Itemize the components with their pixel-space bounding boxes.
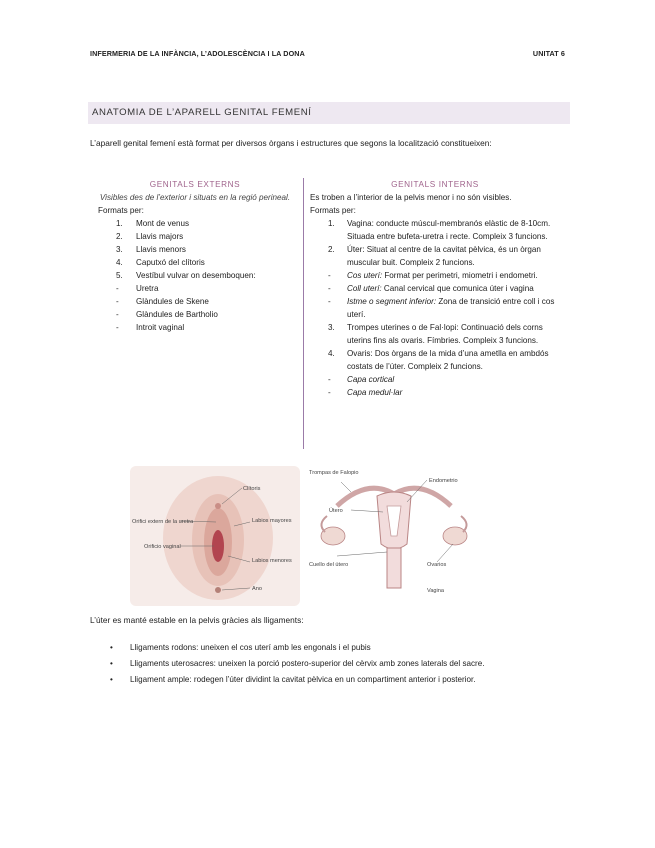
list-item-text: Format per perimetri, miometri i endometri.	[382, 271, 538, 280]
intro-paragraph: L’aparell genital femení està format per diversos òrgans i estructures que segons la localització constitueixen:	[90, 138, 492, 148]
list-marker: -	[328, 388, 331, 397]
list-item	[310, 217, 560, 243]
label-anus: Ano	[252, 586, 262, 592]
list-marker: 1.	[116, 219, 123, 228]
list-marker: 2.	[328, 245, 335, 254]
ligaments-intro: L’úter es manté estable en la pelvis gràcies als lligaments:	[90, 615, 304, 625]
external-subtitle: Visibles des de l’exterior i situats en la regió perineal.	[99, 193, 291, 202]
label-ovaries: Ovarios	[427, 562, 447, 568]
list-item-text: Glàndules de Skene	[136, 297, 209, 306]
ligament-text: Lligaments rodons: uneixen el cos uterí amb les engonals i el pubis	[130, 643, 371, 652]
list-item-text: Llavis menors	[136, 245, 186, 254]
list-item	[90, 243, 300, 256]
internal-list	[310, 217, 560, 399]
internal-organs-illustration	[307, 466, 482, 601]
ligament-text: Lligaments uterosacres: uneixen la porció postero-superior del cèrvix amb zones laterals del sacre.	[130, 659, 485, 668]
ligament-item	[110, 656, 570, 672]
list-item	[90, 230, 300, 243]
list-marker: -	[328, 375, 331, 384]
anatomy-figures	[130, 466, 480, 606]
label-vaginal-orifice: Orificio vaginal	[144, 544, 181, 550]
list-marker: -	[116, 310, 119, 319]
external-genitals-column	[90, 178, 300, 334]
list-item-text: Vestíbul vulvar on desemboquen:	[136, 271, 256, 280]
section-title: ANATOMIA DE L’APARELL GENITAL FEMENÍ	[92, 107, 312, 118]
list-item	[310, 269, 560, 282]
label-clitoris: Clítoris	[243, 486, 261, 492]
external-list	[90, 217, 300, 334]
list-item	[310, 347, 560, 373]
list-item	[310, 282, 560, 295]
list-item	[90, 282, 300, 295]
list-item	[310, 321, 560, 347]
list-item-text: Ovaris: Dos òrgans de la mida d’una ametlla en ambdós costats de l’úter. Compleix 2 funcions.	[347, 349, 549, 371]
list-item-text: Canal cervical que comunica úter i vagina	[381, 284, 534, 293]
bullet-icon: •	[110, 675, 113, 684]
list-marker: 3.	[328, 323, 335, 332]
list-marker: -	[328, 271, 331, 280]
list-item-text: Uretra	[136, 284, 159, 293]
label-vagina: Vagina	[427, 588, 445, 594]
list-item-term: Coll uterí:	[347, 284, 382, 293]
list-item-text: Mont de venus	[136, 219, 190, 228]
list-item	[90, 256, 300, 269]
list-marker: 1.	[328, 219, 335, 228]
list-marker: 2.	[116, 232, 123, 241]
list-item	[310, 373, 560, 386]
label-urethra-orifice: Orifici extern de la uretra	[132, 519, 194, 525]
label-labia-minora: Labios menores	[252, 558, 292, 564]
label-endometrium: Endometrio	[429, 478, 458, 484]
internal-heading: GENITALS INTERNS	[391, 180, 479, 189]
list-item	[90, 308, 300, 321]
list-item-text: Llavis majors	[136, 232, 184, 241]
list-item-text: Caputxó del clítoris	[136, 258, 205, 267]
list-item	[90, 217, 300, 230]
label-labia-majora: Labios mayores	[252, 518, 292, 524]
list-marker: 4.	[116, 258, 123, 267]
list-item-term: Istme o segment inferior:	[347, 297, 437, 306]
list-item	[90, 295, 300, 308]
label-uterus: Útero	[329, 508, 343, 514]
external-genitalia-illustration	[130, 466, 300, 606]
ligaments-list	[110, 640, 570, 688]
list-marker: 5.	[116, 271, 123, 280]
list-marker: -	[116, 323, 119, 332]
external-formats-label: Formats per:	[98, 206, 144, 215]
list-item-text: Glàndules de Bartholio	[136, 310, 218, 319]
list-item-text: Zona de transició entre coll i cos uterí.	[347, 297, 555, 319]
bullet-icon: •	[110, 643, 113, 652]
list-item-text: Úter: Situat al centre de la cavitat pèlvica, és un òrgan muscular buit. Compleix 2 funcions.	[347, 245, 541, 267]
internal-subtitle: Es troben a l’interior de la pelvis menor i no són visibles.	[310, 193, 512, 202]
internal-genitals-column	[310, 178, 560, 399]
list-item-text: Trompes uterines o de Fal·lopi: Continuació dels corns uterins fins als ovaris. Fímbries. Compleix 3 funcions.	[347, 323, 543, 345]
list-item	[90, 321, 300, 334]
header-course-title: INFERMERIA DE LA INFÀNCIA, L’ADOLESCÈNCIA I LA DONA	[90, 49, 305, 58]
column-divider	[303, 178, 304, 449]
list-marker: -	[328, 284, 331, 293]
ligament-text: Lligament ample: rodegen l’úter dividint la cavitat pèlvica en un compartiment anterior i posterior.	[130, 675, 476, 684]
ligament-item	[110, 672, 570, 688]
label-cervix: Cuello del útero	[309, 562, 349, 568]
header-unit: UNITAT 6	[532, 49, 565, 58]
list-item-term: Capa cortical	[347, 375, 395, 384]
list-item	[310, 243, 560, 269]
section-title-bar	[88, 102, 570, 124]
list-item	[310, 295, 560, 321]
list-item-term: Cos uterí:	[347, 271, 383, 280]
list-marker: -	[116, 297, 119, 306]
list-marker: 4.	[328, 349, 335, 358]
list-item	[310, 386, 560, 399]
list-marker: -	[328, 297, 331, 306]
list-item-term: Capa medul·lar	[347, 388, 403, 397]
bullet-icon: •	[110, 659, 113, 668]
list-item-text: Introit vaginal	[136, 323, 185, 332]
list-item	[90, 269, 300, 282]
internal-formats-label: Formats per:	[310, 206, 356, 215]
external-heading: GENITALS EXTERNS	[149, 180, 241, 189]
ligament-item	[110, 640, 570, 656]
list-item-text: Vagina: conducte múscul-membranós elàstic de 8-10cm. Situada entre bufeta-uretra i recte. Compleix 3 funcions.	[347, 219, 551, 241]
list-marker: 3.	[116, 245, 123, 254]
label-fallopian-tubes: Trompas de Falopio	[309, 470, 359, 476]
page-header	[90, 49, 565, 63]
list-marker: -	[116, 284, 119, 293]
